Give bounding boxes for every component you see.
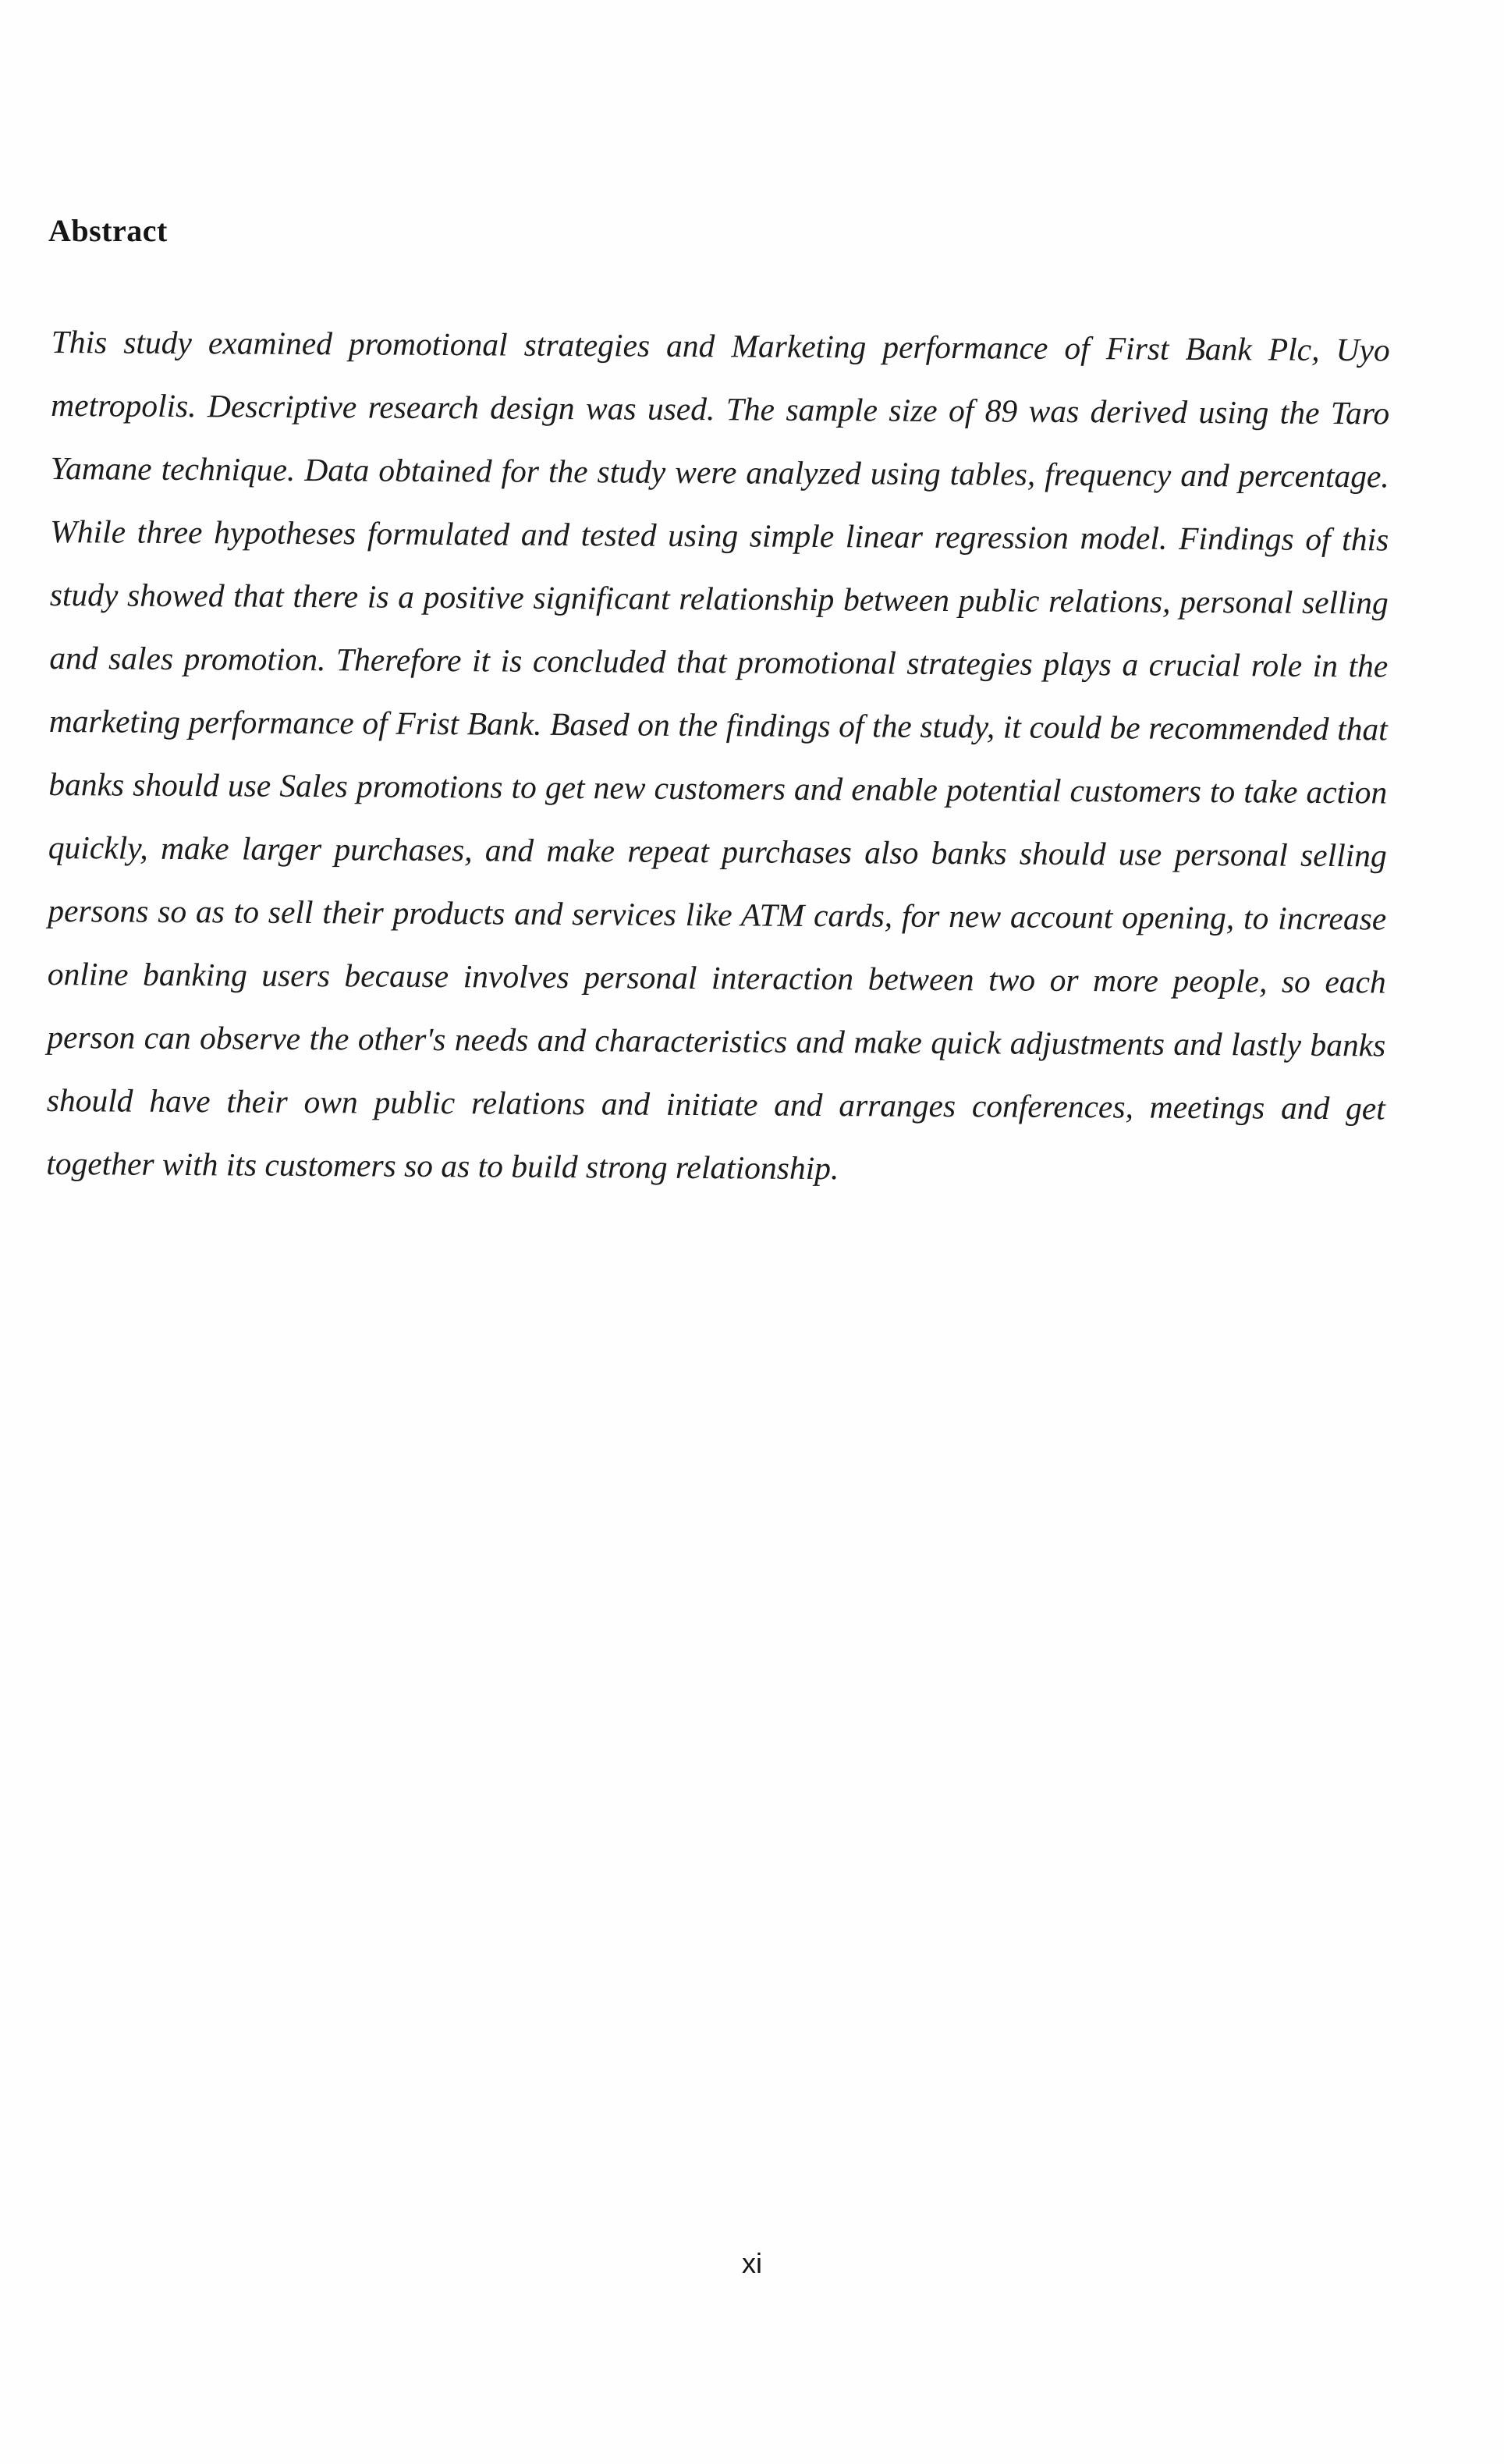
abstract-paragraph: This study examined promotional strategies and Marketing performance of First Bank Plc, Uyo metropolis. Descriptive research design was used. The sample size of 89 was derived using the Taro Yamane technique. Data obtained for the study were analyzed using tables, frequency and percentage. While three hypotheses formulated and tested using simple linear regression model. Findings of this study showed that there is a positive significant relationship between public relations, personal selling and sales promotion. Therefore it is concluded that promotional strategies plays a crucial role in the marketing performance of Frist Bank. Based on the findings of the study, it could be recommended that banks should use Sales promotions to get new customers and enable potential customers to take action quickly, make larger purchases, and make repeat purchases also banks should use personal selling persons so as to sell their products and services like ATM cards, for new account opening, to increase online banking users because involves personal interaction between two or more people, so each person can observe the other's needs and characteristics and make quick adjustments and lastly banks should have their own public relations and initiate and arranges conferences, meetings and get together with its customers so as to build strong relationship. [46,323,1390,1187]
page-number: xi [742,2247,762,2279]
section-heading: Abstract [48,213,168,248]
